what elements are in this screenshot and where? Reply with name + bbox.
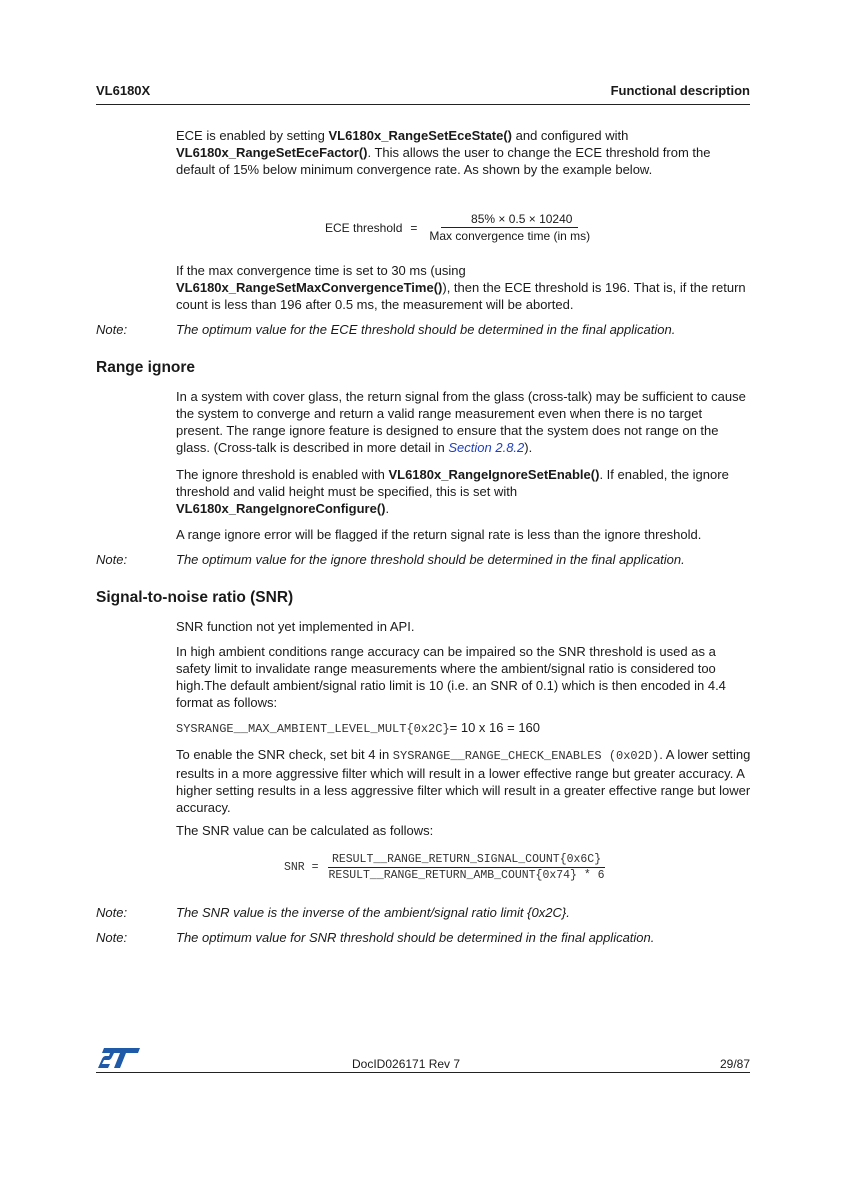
text: The ignore threshold is enabled with [176, 467, 389, 482]
range-ignore-paragraph-1 [176, 388, 752, 456]
function-name: VL6180x_RangeSetMaxConvergenceTime() [176, 280, 443, 295]
snr-register-line [176, 719, 752, 738]
text: . If enabled, the ignore threshold and valid height must be specified, this is set with [176, 467, 729, 499]
ece-threshold-formula [325, 212, 594, 243]
snr-note-2: The optimum value for SNR threshold should be determined in the final application. [176, 930, 655, 945]
formula-denominator: RESULT__RANGE_RETURN_AMB_COUNT{0x74} * 6 [328, 869, 605, 882]
formula-fraction [325, 853, 609, 882]
formula-numerator: RESULT__RANGE_RETURN_SIGNAL_COUNT{0x6C} [328, 853, 605, 868]
function-name: VL6180x_RangeIgnoreSetEnable() [388, 467, 600, 482]
text: To enable the SNR check, set bit 4 in [176, 747, 393, 762]
st-logo-icon [96, 1046, 142, 1070]
note-label: Note: [96, 552, 128, 567]
register-value: = 10 x 16 = 160 [449, 720, 541, 735]
snr-paragraph-3 [176, 746, 752, 816]
text: . This allows the user to change the ECE threshold from the default of 15% below minimum convergence rate. As shown by the example below. [176, 145, 711, 177]
footer-page-number: 29/87 [719, 1057, 750, 1071]
snr-paragraph-2: In high ambient conditions range accuracy can be impaired so the SNR threshold is used as a safety limit to invalidate range measurements where the ambient/signal ratio is considered too high.The default ambient/signal ratio limit is 10 (i.e. an SNR of 0.1) which is then encoded in 4.4 format as follows: [176, 644, 726, 710]
range-ignore-note: The optimum value for the ignore threshold should be determined in the final application. [176, 552, 685, 567]
formula-lhs: SNR = [284, 861, 319, 874]
snr-paragraph-4: The SNR value can be calculated as follows: [176, 823, 434, 838]
register-name: SYSRANGE__RANGE_CHECK_ENABLES (0x02D) [392, 749, 660, 763]
header-doc-name: VL6180X [96, 83, 151, 98]
note-label: Note: [96, 905, 128, 920]
footer-rule [96, 1072, 750, 1073]
formula-equals: = [410, 220, 418, 235]
text: . A lower setting results in a more aggressive filter which will result in a lower effective range but greater accuracy. A higher setting results in a less aggressive filter which will result in a greater effective range but lower accuracy. [176, 747, 751, 815]
text: ECE is enabled by setting [176, 128, 329, 143]
heading-range-ignore: Range ignore [96, 359, 196, 376]
text: ). [524, 440, 533, 455]
text: If the max convergence time is set to 30 ms (using [176, 263, 466, 278]
function-name: VL6180x_RangeSetEceState() [328, 128, 513, 143]
note-label: Note: [96, 930, 128, 945]
range-ignore-paragraph-3: A range ignore error will be flagged if the return signal rate is less than the ignore threshold. [176, 527, 702, 542]
text: and configured with [512, 128, 629, 143]
section-link[interactable]: Section 2.8.2 [448, 440, 525, 455]
ece-note: The optimum value for the ECE threshold should be determined in the final application. [176, 322, 676, 337]
ece-paragraph-1 [176, 127, 752, 178]
function-name: VL6180x_RangeSetEceFactor() [176, 145, 368, 160]
footer-doc-id: DocID026171 Rev 7 [352, 1057, 461, 1071]
heading-snr: Signal-to-noise ratio (SNR) [96, 589, 294, 606]
formula-numerator: 85% × 0.5 × 10240 [441, 212, 578, 228]
header-rule [96, 104, 750, 105]
range-ignore-paragraph-2 [176, 466, 752, 517]
register-name: SYSRANGE__MAX_AMBIENT_LEVEL_MULT{0x2C} [176, 722, 450, 736]
ece-paragraph-2 [176, 262, 752, 313]
formula-denominator: Max convergence time (in ms) [429, 229, 591, 243]
header-section-title: Functional description [610, 83, 750, 98]
function-name: VL6180x_RangeIgnoreConfigure() [176, 501, 386, 516]
snr-paragraph-1: SNR function not yet implemented in API. [176, 619, 415, 634]
formula-lhs: ECE threshold [325, 220, 403, 235]
note-label: Note: [96, 322, 128, 337]
text: . [385, 501, 390, 516]
snr-note-1: The SNR value is the inverse of the ambient/signal ratio limit {0x2C}. [176, 905, 570, 920]
formula-fraction [425, 212, 594, 243]
text: In a system with cover glass, the return signal from the glass (cross-talk) may be sufficient to cause the system to converge and return a valid range measurement even when there is no target present. The range ignore feature is designed to ensure that the system does not range on the glass. (Cross-talk is described in more detail in [176, 389, 746, 455]
text: ), then the ECE threshold is 196. That is, if the return count is less than 196 after 0.5 ms, the measurement will be aborted. [176, 280, 746, 312]
snr-formula [284, 853, 609, 882]
